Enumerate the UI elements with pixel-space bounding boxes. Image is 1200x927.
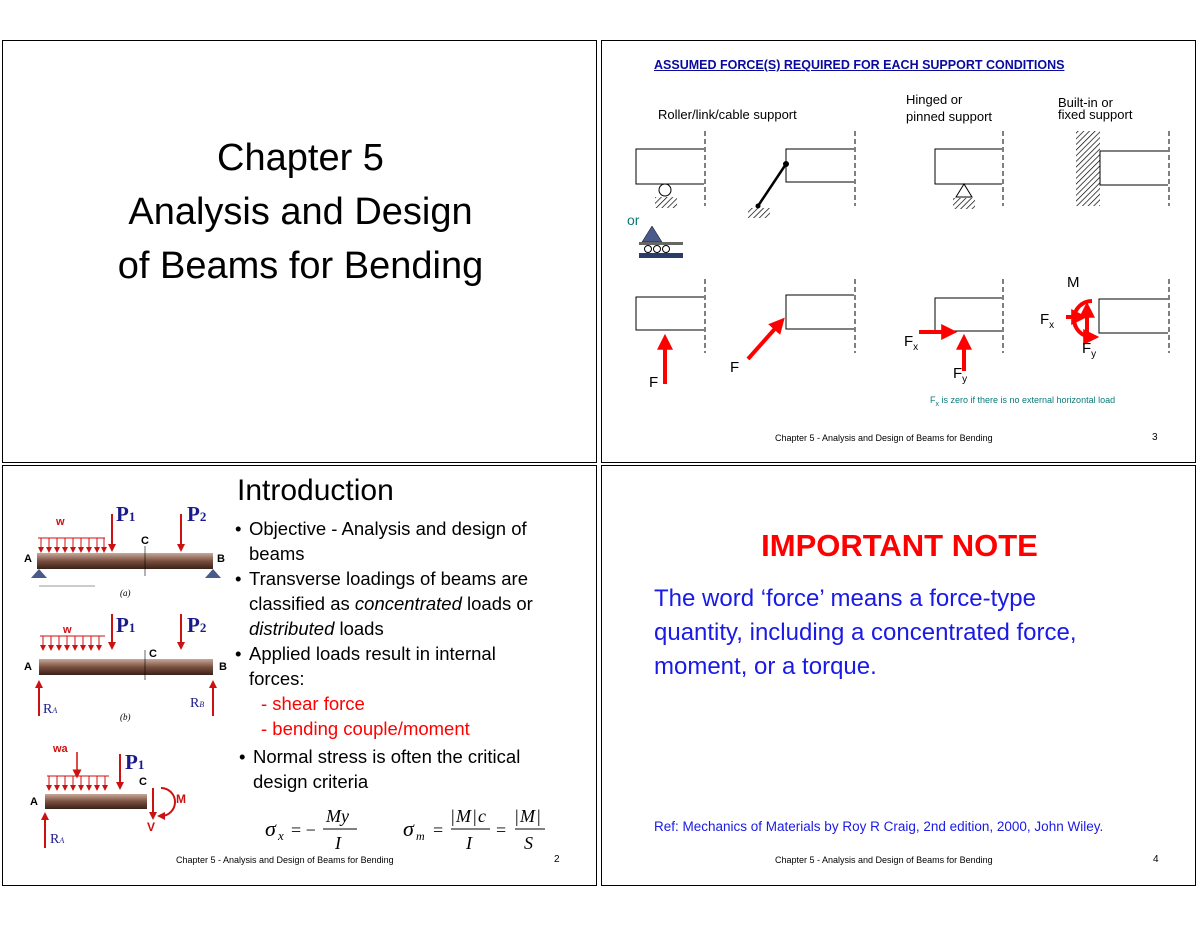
bending-moment-item: - bending couple/moment (261, 718, 470, 739)
fig-c-m-label: M (176, 792, 186, 806)
fig-c-a-label: A (30, 796, 38, 808)
intro-bullets (235, 516, 533, 794)
fixed-fy-label: $F_y$ (1082, 340, 1097, 360)
beam-figure-c (45, 752, 175, 848)
stress-formulas (265, 802, 585, 856)
link-beam (748, 131, 855, 218)
svg-text:x: x (278, 828, 284, 843)
link-force-label: F (730, 359, 740, 376)
fixed-beam (1076, 131, 1169, 206)
svg-text:=: = (496, 820, 507, 840)
formula-graphic (265, 802, 585, 856)
title-line-3: of Beams for Bending (117, 245, 484, 287)
builtin-label-1: Built-in or (1058, 95, 1113, 110)
bullet-normal-stress: • Normal stress is often the critical design criteria (239, 746, 521, 792)
fig-c-wa-label: wa (53, 743, 68, 755)
svg-text:=: = (433, 820, 444, 840)
svg-text:c: c (478, 806, 486, 826)
roller-beam (636, 131, 705, 208)
builtin-label-2: fixed support (1058, 107, 1133, 122)
fig-a-p1-label: P1 (116, 502, 136, 526)
roller-label: Roller/link/cable support (658, 107, 797, 122)
bullet-internal-forces: • Applied loads result in internal forces: - shear force - bending couple/moment (235, 641, 533, 741)
svg-text:M: M (520, 806, 535, 826)
title-line-2: Analysis and Design (128, 191, 473, 233)
slide4-footer: Chapter 5 - Analysis and Design of Beams for Bending (775, 855, 993, 865)
fig-b-w-label: w (63, 624, 72, 636)
pinned-fx-label: $F_x$ (904, 333, 919, 353)
slide3-footer: Chapter 5 - Analysis and Design of Beams for Bending (176, 855, 394, 865)
slide2-page-number: 3 (1152, 432, 1158, 443)
slide2-footer: Chapter 5 - Analysis and Design of Beams for Bending (775, 433, 993, 443)
slide4-page-number: 4 (1153, 854, 1159, 865)
svg-text:|: | (473, 806, 477, 826)
fig-b-a-label: A (24, 661, 32, 673)
fig-b-b-label: B (219, 661, 227, 673)
important-note-heading: IMPORTANT NOTE (761, 528, 1038, 563)
hinged-label-2: pinned support (906, 109, 993, 124)
svg-text:m: m (416, 829, 425, 843)
slide-title (2, 40, 597, 463)
roller-alt (639, 226, 683, 258)
svg-text:|: | (451, 806, 455, 826)
link-beam-force (748, 279, 855, 359)
svg-text:My: My (326, 806, 349, 826)
roller-force-label: F (649, 374, 659, 391)
slide3-page-number: 2 (554, 854, 560, 865)
svg-text:|: | (537, 806, 541, 826)
fig-c-c-label: C (139, 776, 147, 788)
fig-c-ra-label: RA (50, 832, 65, 847)
bullet-objective: • Objective - Analysis and design of beams (235, 518, 527, 564)
fig-b-ra-label: RA (43, 702, 58, 717)
svg-text:= −: = − (291, 820, 316, 840)
fig-a-c-label: C (141, 535, 149, 547)
slide-introduction (2, 465, 597, 886)
shear-force-item: - shear force (261, 693, 365, 714)
fixed-moment-label: M (1067, 274, 1080, 291)
fig-a-b-label: B (217, 553, 225, 565)
fig-a-caption: (a) (120, 588, 131, 598)
support-header: ASSUMED FORCE(S) REQUIRED FOR EACH SUPPORT CONDITIONS (654, 58, 1065, 72)
title-line-1: Chapter 5 (217, 137, 384, 179)
pinned-fy-label: $F_y$ (953, 365, 968, 385)
pinned-beam-force (919, 279, 1003, 371)
roller-beam-force (636, 279, 705, 384)
slide-support-conditions (601, 40, 1196, 463)
fig-b-p2-label: P2 (187, 613, 207, 637)
fig-a-p2-label: P2 (187, 502, 207, 526)
fig-c-p1-label: P1 (125, 750, 145, 774)
svg-text:S: S (524, 833, 533, 853)
svg-text:σ: σ (265, 816, 276, 841)
important-note-body: The word ‘force’ means a force-type quantity, including a concentrated force, moment, or a torque. (654, 585, 1077, 680)
svg-text:I: I (466, 833, 472, 853)
pinned-beam (935, 131, 1003, 209)
fig-b-rb-label: RB (190, 696, 205, 711)
svg-text:I: I (335, 833, 341, 853)
fixed-fx-label: $F_x$ (1040, 311, 1055, 331)
fig-a-a-label: A (24, 553, 32, 565)
fx-zero-note: $F_x$ is zero if there is no external horizontal load (930, 395, 1116, 408)
fig-c-v-label: V (147, 820, 156, 834)
fig-b-caption: (b) (120, 712, 131, 722)
intro-title: Introduction (237, 474, 394, 507)
fig-a-w-label: w (56, 516, 65, 528)
hinged-label-1: Hinged or (906, 92, 963, 107)
bullet-loadings: • Transverse loadings of beams are classified as concentrated loads or distributed loads (235, 568, 533, 639)
or-label: or (627, 212, 640, 228)
svg-text:|: | (515, 806, 519, 826)
slide-important-note (601, 465, 1196, 886)
reference-text: Ref: Mechanics of Materials by Roy R Craig, 2nd edition, 2000, John Wiley. (654, 819, 1104, 834)
fig-b-c-label: C (149, 648, 157, 660)
svg-text:σ: σ (403, 816, 414, 841)
fig-b-p1-label: P1 (116, 613, 136, 637)
svg-text:M: M (456, 806, 471, 826)
